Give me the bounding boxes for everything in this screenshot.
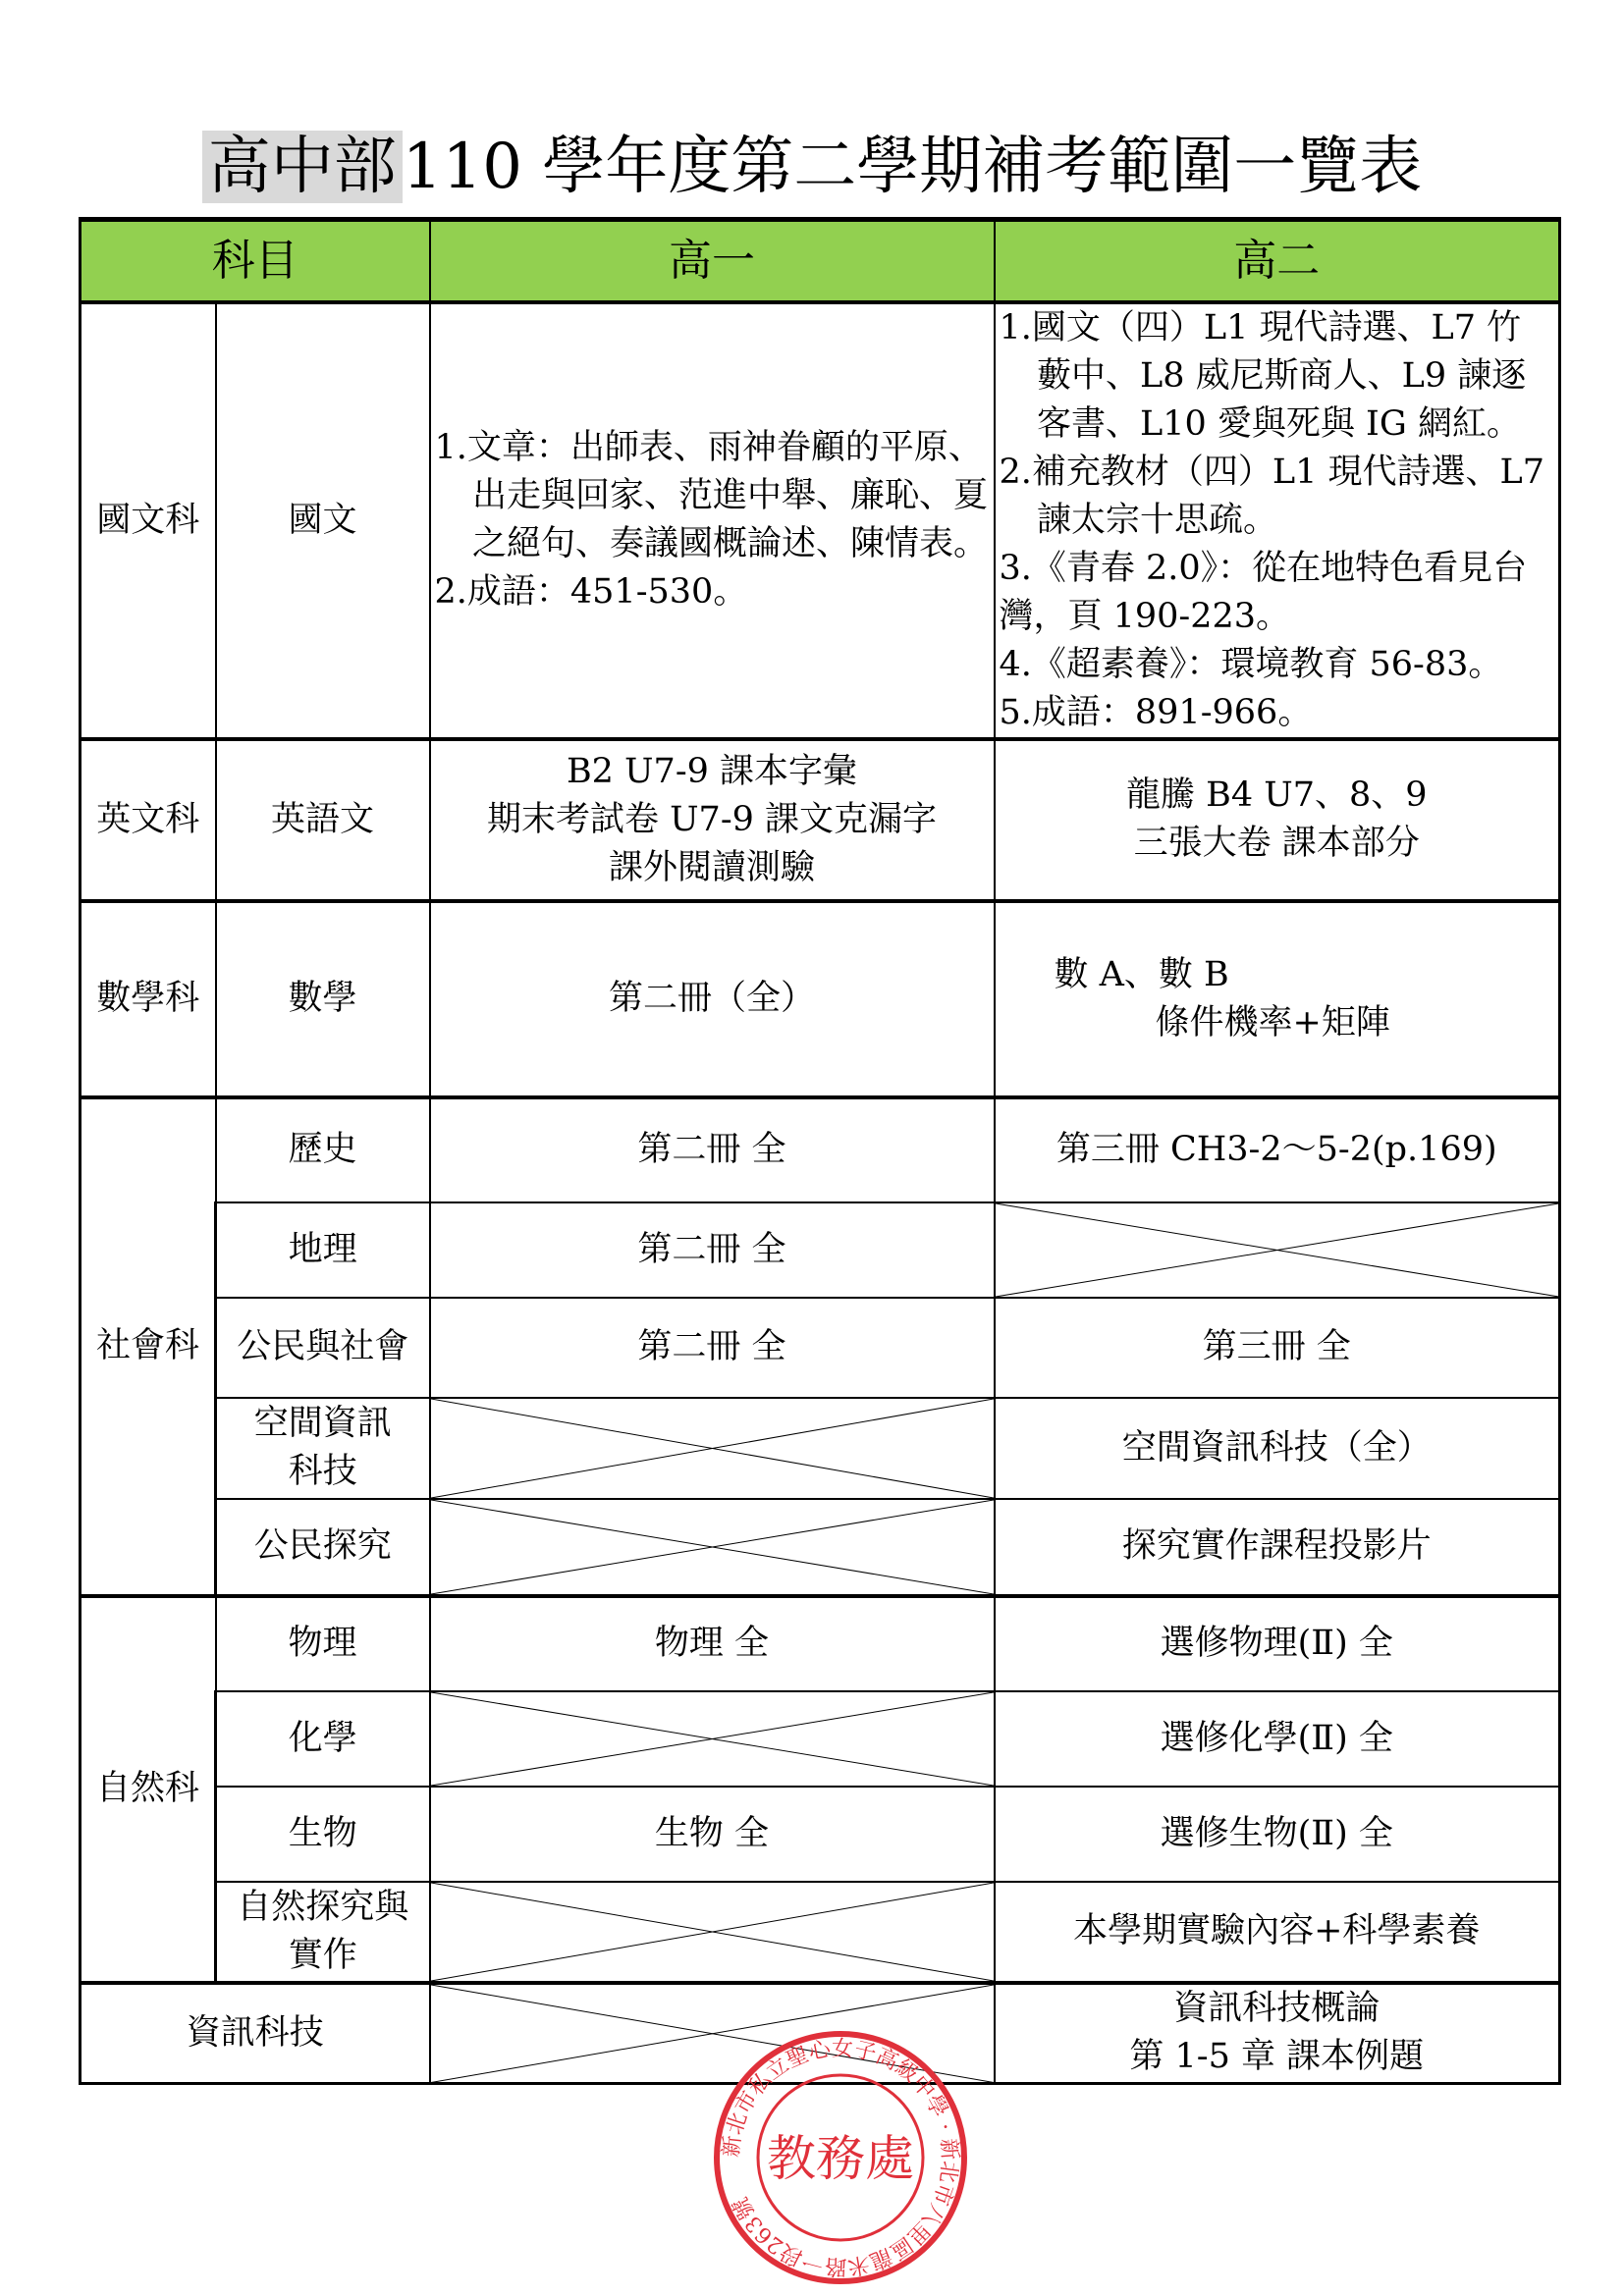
dept-social: 社會科 bbox=[81, 1097, 216, 1596]
list-item: 期末考試卷 U7-9 課文克漏字 bbox=[486, 799, 938, 839]
table-row-science-inquiry bbox=[81, 1882, 1560, 1983]
dept-math: 數學科 bbox=[81, 901, 216, 1097]
math-grade10: 第二冊（全） bbox=[430, 901, 995, 1097]
page-title bbox=[0, 126, 1624, 208]
not-applicable-cell bbox=[430, 1398, 995, 1499]
list-item: 5.成語：891-966。 bbox=[999, 692, 1313, 732]
biology-grade11: 選修生物(Ⅱ) 全 bbox=[995, 1787, 1560, 1882]
english-grade11 bbox=[995, 739, 1560, 901]
course-history: 歷史 bbox=[216, 1097, 430, 1202]
table-row-geography bbox=[81, 1202, 1560, 1298]
chinese-grade11 bbox=[995, 302, 1560, 739]
not-applicable-cell bbox=[430, 1499, 995, 1596]
header-grade11: 高二 bbox=[995, 220, 1560, 302]
course-chinese: 國文 bbox=[216, 302, 430, 739]
chinese-grade10 bbox=[430, 302, 995, 739]
table-row-civic-inquiry bbox=[81, 1499, 1560, 1596]
course-chemistry: 化學 bbox=[216, 1691, 430, 1787]
table-row-english bbox=[81, 739, 1560, 901]
header-subject: 科目 bbox=[81, 220, 430, 302]
list-item: 三張大卷 課本部分 bbox=[1133, 824, 1420, 863]
title-tag: 高中部 bbox=[202, 131, 403, 203]
course-geography: 地理 bbox=[216, 1202, 430, 1298]
course-civics: 公民與社會 bbox=[216, 1298, 430, 1398]
civics-grade10: 第二冊 全 bbox=[430, 1298, 995, 1398]
table-row-spatial-it bbox=[81, 1398, 1560, 1499]
civic-inquiry-grade11: 探究實作課程投影片 bbox=[995, 1499, 1560, 1596]
not-applicable-cell bbox=[995, 1202, 1560, 1298]
course-math: 數學 bbox=[216, 901, 430, 1097]
list-item: 1.國文（四）L1 現代詩選、L7 竹藪中、L8 威尼斯商人、L9 諫逐客書、L10 愛與死與 IG 網紅。 bbox=[999, 307, 1527, 444]
course-biology: 生物 bbox=[216, 1787, 430, 1882]
list-item: 第 1-5 章 課本例題 bbox=[1129, 2037, 1425, 2077]
course-line: 自然探究與 bbox=[237, 1887, 409, 1927]
english-grade10 bbox=[430, 739, 995, 901]
course-line: 實作 bbox=[288, 1935, 357, 1975]
table-row-biology bbox=[81, 1787, 1560, 1882]
civics-grade11: 第三冊 全 bbox=[995, 1298, 1560, 1398]
course-science-inquiry bbox=[216, 1882, 430, 1983]
course-civic-inquiry: 公民探究 bbox=[216, 1499, 430, 1596]
list-item: 龍騰 B4 U7、8、9 bbox=[1125, 775, 1428, 815]
list-item: 課外閱讀測驗 bbox=[608, 847, 815, 887]
table-header-row bbox=[81, 220, 1560, 302]
cross-mark-icon bbox=[431, 1692, 994, 1786]
not-applicable-cell bbox=[430, 1882, 995, 1983]
not-applicable-cell bbox=[430, 1691, 995, 1787]
course-spatial-it bbox=[216, 1398, 430, 1499]
course-line: 科技 bbox=[288, 1452, 357, 1491]
dept-science: 自然科 bbox=[81, 1596, 216, 1983]
stamp-center-text: 教務處 bbox=[767, 2130, 914, 2187]
science-inquiry-grade11: 本學期實驗內容+科學素養 bbox=[995, 1882, 1560, 1983]
cross-mark-icon bbox=[431, 1500, 994, 1594]
exam-range-table bbox=[79, 217, 1561, 2085]
table-row-chemistry bbox=[81, 1691, 1560, 1787]
spatial-it-grade11: 空間資訊科技（全） bbox=[995, 1398, 1560, 1499]
table-row-chinese bbox=[81, 302, 1560, 739]
list-item: 3.《青春 2.0》：從在地特色看見台灣，頁 190-223。 bbox=[999, 548, 1528, 636]
cross-mark-icon bbox=[996, 1203, 1559, 1297]
physics-grade10: 物理 全 bbox=[430, 1596, 995, 1691]
course-physics: 物理 bbox=[216, 1596, 430, 1691]
physics-grade11: 選修物理(Ⅱ) 全 bbox=[995, 1596, 1560, 1691]
list-item: 4.《超素養》：環境教育 56-83。 bbox=[999, 644, 1503, 684]
it-grade11 bbox=[995, 1983, 1560, 2084]
table-row-civics bbox=[81, 1298, 1560, 1398]
cross-mark-icon bbox=[431, 1883, 994, 1981]
geography-grade10: 第二冊 全 bbox=[430, 1202, 995, 1298]
list-item: 數 A、數 B bbox=[1054, 954, 1229, 994]
table-row-math bbox=[81, 901, 1560, 1097]
math-grade11 bbox=[995, 901, 1560, 1097]
list-item: 2.補充教材（四）L1 現代詩選、L7 諫太宗十思疏。 bbox=[999, 452, 1545, 540]
biology-grade10: 生物 全 bbox=[430, 1787, 995, 1882]
list-item: 1.文章：出師表、雨神眷顧的平原、出走與回家、范進中舉、廉恥、夏之絕句、奏議國概論述、陳情表。 bbox=[434, 428, 989, 563]
history-grade10: 第二冊 全 bbox=[430, 1097, 995, 1202]
history-grade11: 第三冊 CH3-2～5-2(p.169) bbox=[995, 1097, 1560, 1202]
table-row-history bbox=[81, 1097, 1560, 1202]
header-grade10: 高一 bbox=[430, 220, 995, 302]
course-it: 資訊科技 bbox=[81, 1983, 430, 2084]
dept-chinese: 國文科 bbox=[81, 302, 216, 739]
list-item: 資訊科技概論 bbox=[1173, 1989, 1380, 2029]
list-item: 條件機率+矩陣 bbox=[1155, 1002, 1390, 1042]
course-english: 英語文 bbox=[216, 739, 430, 901]
office-seal-stamp bbox=[711, 2028, 970, 2287]
chemistry-grade11: 選修化學(Ⅱ) 全 bbox=[995, 1691, 1560, 1787]
title-main: 110 學年度第二學期補考範圍一覽表 bbox=[402, 131, 1423, 203]
list-item: B2 U7-9 課本字彙 bbox=[566, 751, 858, 791]
table-row-physics bbox=[81, 1596, 1560, 1691]
cross-mark-icon bbox=[431, 1399, 994, 1498]
stamp-ring-path: 新北市私立聖心女子高級中學 · 新北市八里區龍米路一段263號 bbox=[719, 2036, 962, 2279]
dept-english: 英文科 bbox=[81, 739, 216, 901]
course-line: 空間資訊 bbox=[253, 1404, 392, 1443]
list-item: 2.成語：451-530。 bbox=[434, 572, 748, 612]
